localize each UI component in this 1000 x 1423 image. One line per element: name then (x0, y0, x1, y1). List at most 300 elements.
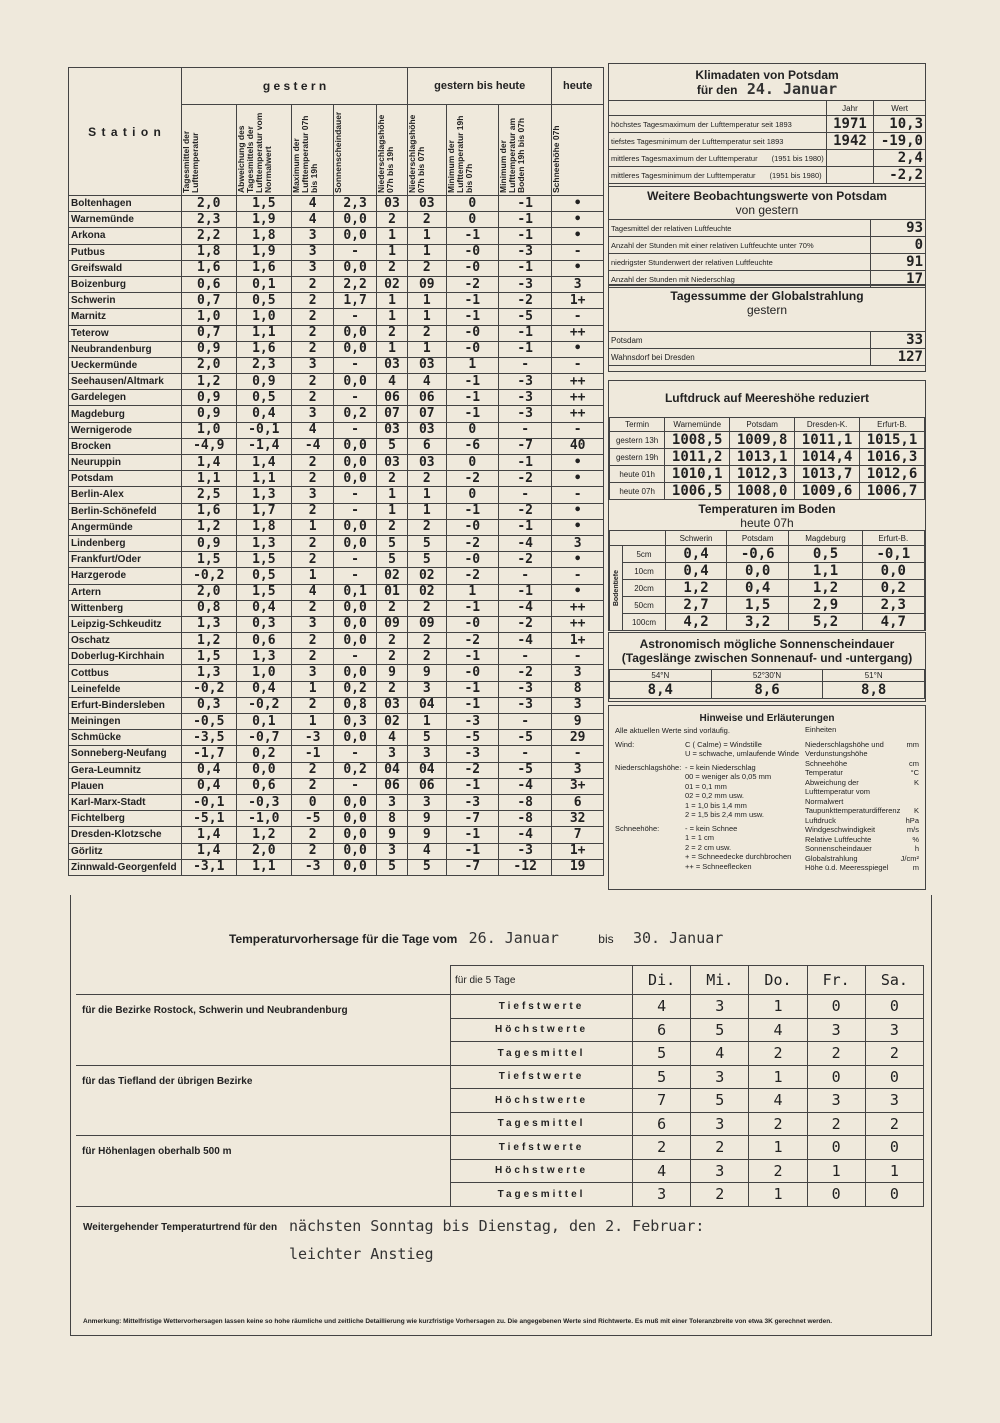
table-row (69, 778, 604, 794)
table-cell: 0,7 (182, 325, 237, 341)
table-row (69, 859, 604, 875)
weitere-panel (608, 186, 926, 286)
forecast-value: 3 (807, 1089, 865, 1113)
table-cell: 2,0 (182, 196, 237, 212)
luftdruck-table (609, 417, 925, 500)
table-cell: -0,2 (236, 697, 292, 713)
table-cell: -2 (499, 471, 552, 487)
table-row (69, 309, 604, 325)
forecast-value: 3 (691, 1065, 749, 1089)
group-gestern-bis-heute: gestern bis heute (408, 68, 552, 105)
table-cell: -1,4 (236, 438, 292, 454)
boden-value: 5,2 (789, 614, 862, 631)
boden-value: 1,1 (789, 563, 862, 580)
table-cell: -3 (446, 794, 498, 810)
table-cell: • (552, 503, 604, 519)
unit-key: Höhe ü.d. Meeresspiegel (805, 863, 889, 872)
boden-value: 0,5 (789, 546, 862, 563)
table-cell: 2 (292, 762, 334, 778)
legend-value: C ( Calme) = Windstille U = schwache, umlaufende Winde (685, 739, 800, 758)
table-cell: 2 (408, 649, 447, 665)
table-cell: 2 (292, 552, 334, 568)
unit-value: °C (910, 768, 919, 777)
table-row (69, 762, 604, 778)
table-cell: -1 (446, 681, 498, 697)
boden-header-row (610, 531, 925, 546)
table-cell: -2 (446, 535, 498, 551)
station-rows (69, 196, 604, 876)
table-cell: 1,4 (236, 455, 292, 471)
forecast-value: 2 (749, 1042, 807, 1066)
table-cell: - (552, 568, 604, 584)
table-cell: 0,0 (236, 762, 292, 778)
station-name: Leinefelde (69, 681, 182, 697)
table-cell: 0,0 (334, 325, 377, 341)
column-header (499, 105, 552, 196)
table-cell: 1 (292, 714, 334, 730)
forecast-value: 2 (633, 1136, 691, 1160)
table-cell: -0,7 (236, 730, 292, 746)
boden-side (610, 546, 623, 631)
klimadaten-period: (1951 bis 1980) (771, 153, 824, 163)
table-row (69, 455, 604, 471)
boden-depth: 50cm (623, 597, 666, 614)
klimadaten-row (609, 116, 925, 133)
boden-row (610, 597, 925, 614)
unit-row (805, 806, 919, 816)
table-cell: • (552, 519, 604, 535)
unit-key: Windgeschwindigkeit (805, 825, 876, 834)
table-cell: -3,1 (182, 859, 237, 875)
table-cell: - (334, 568, 377, 584)
forecast-value: 2 (807, 1112, 865, 1136)
table-cell: 0,5 (236, 390, 292, 406)
table-cell: 4 (408, 374, 447, 390)
table-cell: 1,5 (182, 649, 237, 665)
table-cell: 1 (292, 519, 334, 535)
boden-row (610, 546, 925, 563)
table-cell: - (499, 649, 552, 665)
table-cell: -3 (499, 374, 552, 390)
table-cell: 2 (292, 293, 334, 309)
luftdruck-value: 1011,2 (665, 449, 730, 466)
forecast-value: 0 (865, 995, 923, 1019)
boden-value: 0,4 (666, 563, 727, 580)
station-name: Artern (69, 584, 182, 600)
table-cell: 2,3 (182, 212, 237, 228)
station-name: Boltenhagen (69, 196, 182, 212)
table-cell: -3,5 (182, 730, 237, 746)
station-name: Arkona (69, 228, 182, 244)
table-cell: • (552, 455, 604, 471)
table-cell: 1 (446, 357, 498, 373)
table-cell: 04 (408, 762, 447, 778)
table-cell: 2 (292, 843, 334, 859)
weitere-label: Anzahl der Stunden mit einer relativen Luftfeuchte unter 70% (609, 237, 871, 254)
table-cell: -1 (446, 600, 498, 616)
boden-value: 0,4 (727, 580, 789, 597)
table-cell: - (334, 649, 377, 665)
table-cell: ++ (552, 374, 604, 390)
table-cell: 3 (408, 746, 447, 762)
column-header (182, 105, 237, 196)
astro-header-row (610, 670, 925, 682)
table-cell: 1 (376, 487, 407, 503)
table-row (69, 714, 604, 730)
legend-value: - = kein Niederschlag 00 = weniger als 0,05 mm 01 = 0,1 mm 02 = 0,2 mm usw. 1 = 1,0 bis 1,4 mm 2 = 1,5 bis 2,4 mm usw. (685, 762, 772, 819)
luftdruck-value: 1013,7 (795, 466, 860, 483)
table-cell: 1+ (552, 633, 604, 649)
boden-value: 0,0 (862, 563, 924, 580)
unit-row (805, 759, 919, 769)
hinweise-units: Einheiten Niederschlagshöhe und Verdunstungshöhe mm Schneehöhe cm Temperatur °C Abweichung der Lufttemperatur vom Normalwert K Taupunkttemperaturdifferenz K Luftdruck hPa Windgeschwindigkeit m/s Relative Luftfeuchte % Sonnenscheindauer h Globalstrahlung J/cm² Höhe ü.d. Meeresspiegel m (805, 724, 919, 872)
klimadaten-year (826, 167, 873, 184)
table-cell: 2 (292, 471, 334, 487)
forecast-row (76, 1065, 924, 1089)
global-panel (608, 284, 926, 372)
weitere-row (609, 220, 925, 237)
table-cell: 3 (408, 794, 447, 810)
table-cell: 02 (376, 276, 407, 292)
table-cell: 0,0 (334, 794, 377, 810)
astro-header: 51°N (823, 670, 925, 682)
table-cell: -3 (499, 406, 552, 422)
station-name: Karl-Marx-Stadt (69, 794, 182, 810)
table-cell: 0,3 (182, 697, 237, 713)
column-header-text: Abweichung des Tagesmittels der Lufttemperatur vom Normalwert (235, 112, 273, 193)
table-row (69, 325, 604, 341)
hinweise-intro: Alle aktuellen Werte sind vorläufig. (615, 726, 730, 735)
luftdruck-value: 1013,1 (730, 449, 795, 466)
table-row (69, 746, 604, 762)
table-cell: 5 (376, 438, 407, 454)
table-cell: -0 (446, 244, 498, 260)
forecast-value: 2 (691, 1136, 749, 1160)
boden-depth: 10cm (623, 563, 666, 580)
forecast-value: 3 (691, 1112, 749, 1136)
table-cell: 2,0 (182, 584, 237, 600)
table-cell: 1,5 (236, 584, 292, 600)
table-cell: 1,9 (236, 244, 292, 260)
table-cell: 03 (376, 196, 407, 212)
table-cell: - (334, 778, 377, 794)
unit-key: Abweichung der Lufttemperatur vom Normalwert (805, 777, 871, 806)
table-cell: 1,4 (182, 827, 237, 843)
table-cell: 2 (292, 309, 334, 325)
forecast-value: 4 (633, 995, 691, 1019)
table-cell: 1,0 (182, 422, 237, 438)
table-cell: -1 (499, 341, 552, 357)
table-cell: - (552, 746, 604, 762)
forecast-value: 2 (865, 1112, 923, 1136)
legend-key: Niederschlagshöhe: (615, 762, 682, 772)
luftdruck-value: 1008,0 (730, 483, 795, 500)
column-header-text: Sonnenscheindauer (333, 111, 344, 193)
table-cell: 1,1 (236, 325, 292, 341)
table-cell: - (499, 357, 552, 373)
forecast-row-label: Höchstwerte (451, 1159, 633, 1183)
table-cell: 09 (408, 276, 447, 292)
table-cell: 1 (446, 584, 498, 600)
table-cell: - (334, 552, 377, 568)
table-cell: 4 (292, 196, 334, 212)
forecast-value: 0 (865, 1136, 923, 1160)
boden-header: Magdeburg (789, 531, 862, 546)
table-cell: 3 (292, 357, 334, 373)
table-cell: 8 (376, 811, 407, 827)
table-cell: 3 (292, 616, 334, 632)
table-cell: - (334, 503, 377, 519)
station-name: Greifswald (69, 260, 182, 276)
table-cell: -2 (446, 762, 498, 778)
forecast-row-label: Tagesmittel (451, 1042, 633, 1066)
table-cell: -5 (499, 762, 552, 778)
table-cell: - (334, 487, 377, 503)
forecast-day: Sa. (865, 966, 923, 995)
table-cell: 06 (408, 390, 447, 406)
station-name: Berlin-Schönefeld (69, 503, 182, 519)
table-row (69, 471, 604, 487)
table-cell: -0 (446, 260, 498, 276)
unit-value: m/s (906, 825, 919, 834)
klimadaten-label: mittleres Tagesmaximum der Lufttemperatur (611, 153, 758, 163)
table-cell: 2 (376, 212, 407, 228)
table-cell: 3 (376, 794, 407, 810)
forecast-row-label: Tiefstwerte (451, 1065, 633, 1089)
table-cell: 03 (408, 422, 447, 438)
table-cell: -7 (446, 859, 498, 875)
table-cell: 1 (408, 503, 447, 519)
boden-depth: 5cm (623, 546, 666, 563)
boden-value: 2,9 (789, 597, 862, 614)
table-cell: 1+ (552, 843, 604, 859)
table-row (69, 600, 604, 616)
table-cell: 2,2 (334, 276, 377, 292)
table-cell: 2 (292, 649, 334, 665)
boden-value: 0,2 (862, 580, 924, 597)
table-row (69, 843, 604, 859)
table-cell: 1 (292, 681, 334, 697)
forecast-value: 3 (691, 995, 749, 1019)
table-cell: 0,5 (236, 293, 292, 309)
astro-value: 8,6 (711, 682, 823, 699)
table-cell: -1 (446, 697, 498, 713)
table-row (69, 519, 604, 535)
astro-value-row (610, 682, 925, 699)
klimadaten-value-header: Wert (874, 101, 925, 116)
table-cell: 7 (552, 827, 604, 843)
unit-value: mm (906, 739, 919, 749)
table-cell: 9 (408, 811, 447, 827)
table-cell: 1 (292, 568, 334, 584)
table-cell: 0,9 (182, 535, 237, 551)
table-cell: 0,2 (236, 746, 292, 762)
table-cell: 9 (376, 827, 407, 843)
weitere-subtitle: von gestern (735, 203, 799, 217)
station-name: Ueckermünde (69, 357, 182, 373)
hinweise-panel (608, 705, 926, 890)
forecast-row-label: Höchstwerte (451, 1089, 633, 1113)
table-cell: 5 (408, 535, 447, 551)
table-cell: -3 (499, 843, 552, 859)
group-heute: heute (552, 68, 604, 105)
station-header: S t a t i o n (69, 68, 182, 196)
table-cell: 1,8 (236, 228, 292, 244)
astro-value: 8,8 (823, 682, 925, 699)
table-cell: 2,0 (236, 843, 292, 859)
forecast-value: 5 (633, 1065, 691, 1089)
table-cell: 03 (408, 455, 447, 471)
table-cell: 2 (292, 600, 334, 616)
table-cell: 0,2 (334, 681, 377, 697)
table-cell: -7 (446, 811, 498, 827)
forecast-value: 4 (691, 1042, 749, 1066)
weitere-row (609, 237, 925, 254)
table-cell: 1 (408, 341, 447, 357)
table-cell: 0,0 (334, 535, 377, 551)
table-cell: 0,0 (334, 633, 377, 649)
station-name: Warnemünde (69, 212, 182, 228)
table-cell: - (552, 649, 604, 665)
unit-value: h (914, 844, 919, 853)
table-cell: 2,3 (334, 196, 377, 212)
unit-row (805, 835, 919, 845)
table-cell: 4 (292, 212, 334, 228)
table-row (69, 374, 604, 390)
unit-key: Relative Luftfeuchte (805, 834, 872, 844)
table-cell: 1 (408, 244, 447, 260)
table-cell: - (499, 714, 552, 730)
forecast-region-cell (76, 1136, 451, 1207)
unit-value: K (913, 806, 919, 815)
table-cell: 0,4 (236, 681, 292, 697)
boden-header: Schwerin (666, 531, 727, 546)
table-cell: -2 (499, 665, 552, 681)
station-name: Schwerin (69, 293, 182, 309)
table-cell: 03 (408, 357, 447, 373)
table-cell: 5 (408, 730, 447, 746)
table-cell: -1 (499, 519, 552, 535)
table-cell: 0,0 (334, 730, 377, 746)
unit-value: cm (909, 758, 919, 768)
table-cell: 3 (292, 665, 334, 681)
forecast-value: 0 (807, 1136, 865, 1160)
table-cell: 02 (376, 568, 407, 584)
klimadaten-label-cell (609, 150, 826, 167)
station-name: Teterow (69, 325, 182, 341)
weitere-row (609, 254, 925, 271)
table-cell: 29 (552, 730, 604, 746)
table-cell: 0,0 (334, 471, 377, 487)
table-cell: 02 (408, 568, 447, 584)
table-cell: 1,1 (236, 859, 292, 875)
table-row (69, 390, 604, 406)
table-cell: 2 (408, 325, 447, 341)
table-cell: - (552, 487, 604, 503)
table-row (69, 422, 604, 438)
forecast-row-label: Höchstwerte (451, 1018, 633, 1042)
table-cell: 1 (376, 341, 407, 357)
table-cell: 01 (376, 584, 407, 600)
table-cell: -3 (446, 714, 498, 730)
luftdruck-value: 1016,3 (860, 449, 925, 466)
table-cell: 0,3 (334, 714, 377, 730)
weitere-label: niedrigster Stundenwert der relativen Luftfeuchte (609, 254, 871, 271)
table-cell: 5 (408, 552, 447, 568)
table-row (69, 649, 604, 665)
table-cell: 6 (552, 794, 604, 810)
luftdruck-value: 1014,4 (795, 449, 860, 466)
table-cell: 02 (376, 714, 407, 730)
table-cell: - (552, 357, 604, 373)
klimadaten-value: 2,4 (874, 150, 925, 167)
station-name: Berlin-Alex (69, 487, 182, 503)
station-name: Frankfurt/Oder (69, 552, 182, 568)
boden-header: Erfurt-B. (862, 531, 924, 546)
table-cell: 0,5 (236, 568, 292, 584)
table-row (69, 406, 604, 422)
global-label: Potsdam (609, 332, 871, 349)
forecast-title-line (229, 929, 723, 947)
table-cell: • (552, 228, 604, 244)
unit-key: Taupunkttemperaturdifferenz (805, 806, 901, 815)
table-cell: -5 (499, 309, 552, 325)
table-cell: 0,0 (334, 374, 377, 390)
table-cell: -1 (499, 196, 552, 212)
boden-corner (610, 531, 666, 546)
table-cell: -5 (446, 730, 498, 746)
station-name: Magdeburg (69, 406, 182, 422)
table-cell: 03 (376, 357, 407, 373)
forecast-value: 1 (749, 1183, 807, 1207)
table-cell: - (552, 422, 604, 438)
column-header-text: Minimum der Lufttemperatur am Boden 19h bis 07h (498, 117, 526, 193)
table-cell: 1,5 (236, 552, 292, 568)
table-cell: -0 (446, 665, 498, 681)
luftdruck-row (610, 483, 925, 500)
legend-row (615, 824, 805, 872)
table-cell: 06 (376, 390, 407, 406)
luftdruck-value: 1006,5 (665, 483, 730, 500)
station-name: Cottbus (69, 665, 182, 681)
luftdruck-value: 1011,1 (795, 432, 860, 449)
station-name: Wittenberg (69, 600, 182, 616)
table-cell: 03 (376, 455, 407, 471)
table-cell: 3 (376, 843, 407, 859)
column-header (376, 105, 407, 196)
astro-header: 52°30'N (711, 670, 823, 682)
table-cell: 3 (292, 228, 334, 244)
forecast-value: 7 (633, 1089, 691, 1113)
astro-header: 54°N (610, 670, 712, 682)
table-cell: 1,2 (182, 519, 237, 535)
unit-row (805, 768, 919, 778)
luftdruck-value: 1006,7 (860, 483, 925, 500)
table-cell: 4 (292, 584, 334, 600)
table-cell: 04 (376, 762, 407, 778)
table-cell: 3 (292, 260, 334, 276)
station-name: Sonneberg-Neufang (69, 746, 182, 762)
station-name: Erfurt-Bindersleben (69, 697, 182, 713)
table-cell: -2 (446, 276, 498, 292)
table-cell: 19 (552, 859, 604, 875)
table-cell: 1,3 (236, 535, 292, 551)
global-title: Tagessumme der Globalstrahlung (670, 289, 864, 303)
table-row (69, 827, 604, 843)
table-cell: -3 (292, 730, 334, 746)
table-cell: -1 (446, 309, 498, 325)
table-cell: 2 (292, 390, 334, 406)
